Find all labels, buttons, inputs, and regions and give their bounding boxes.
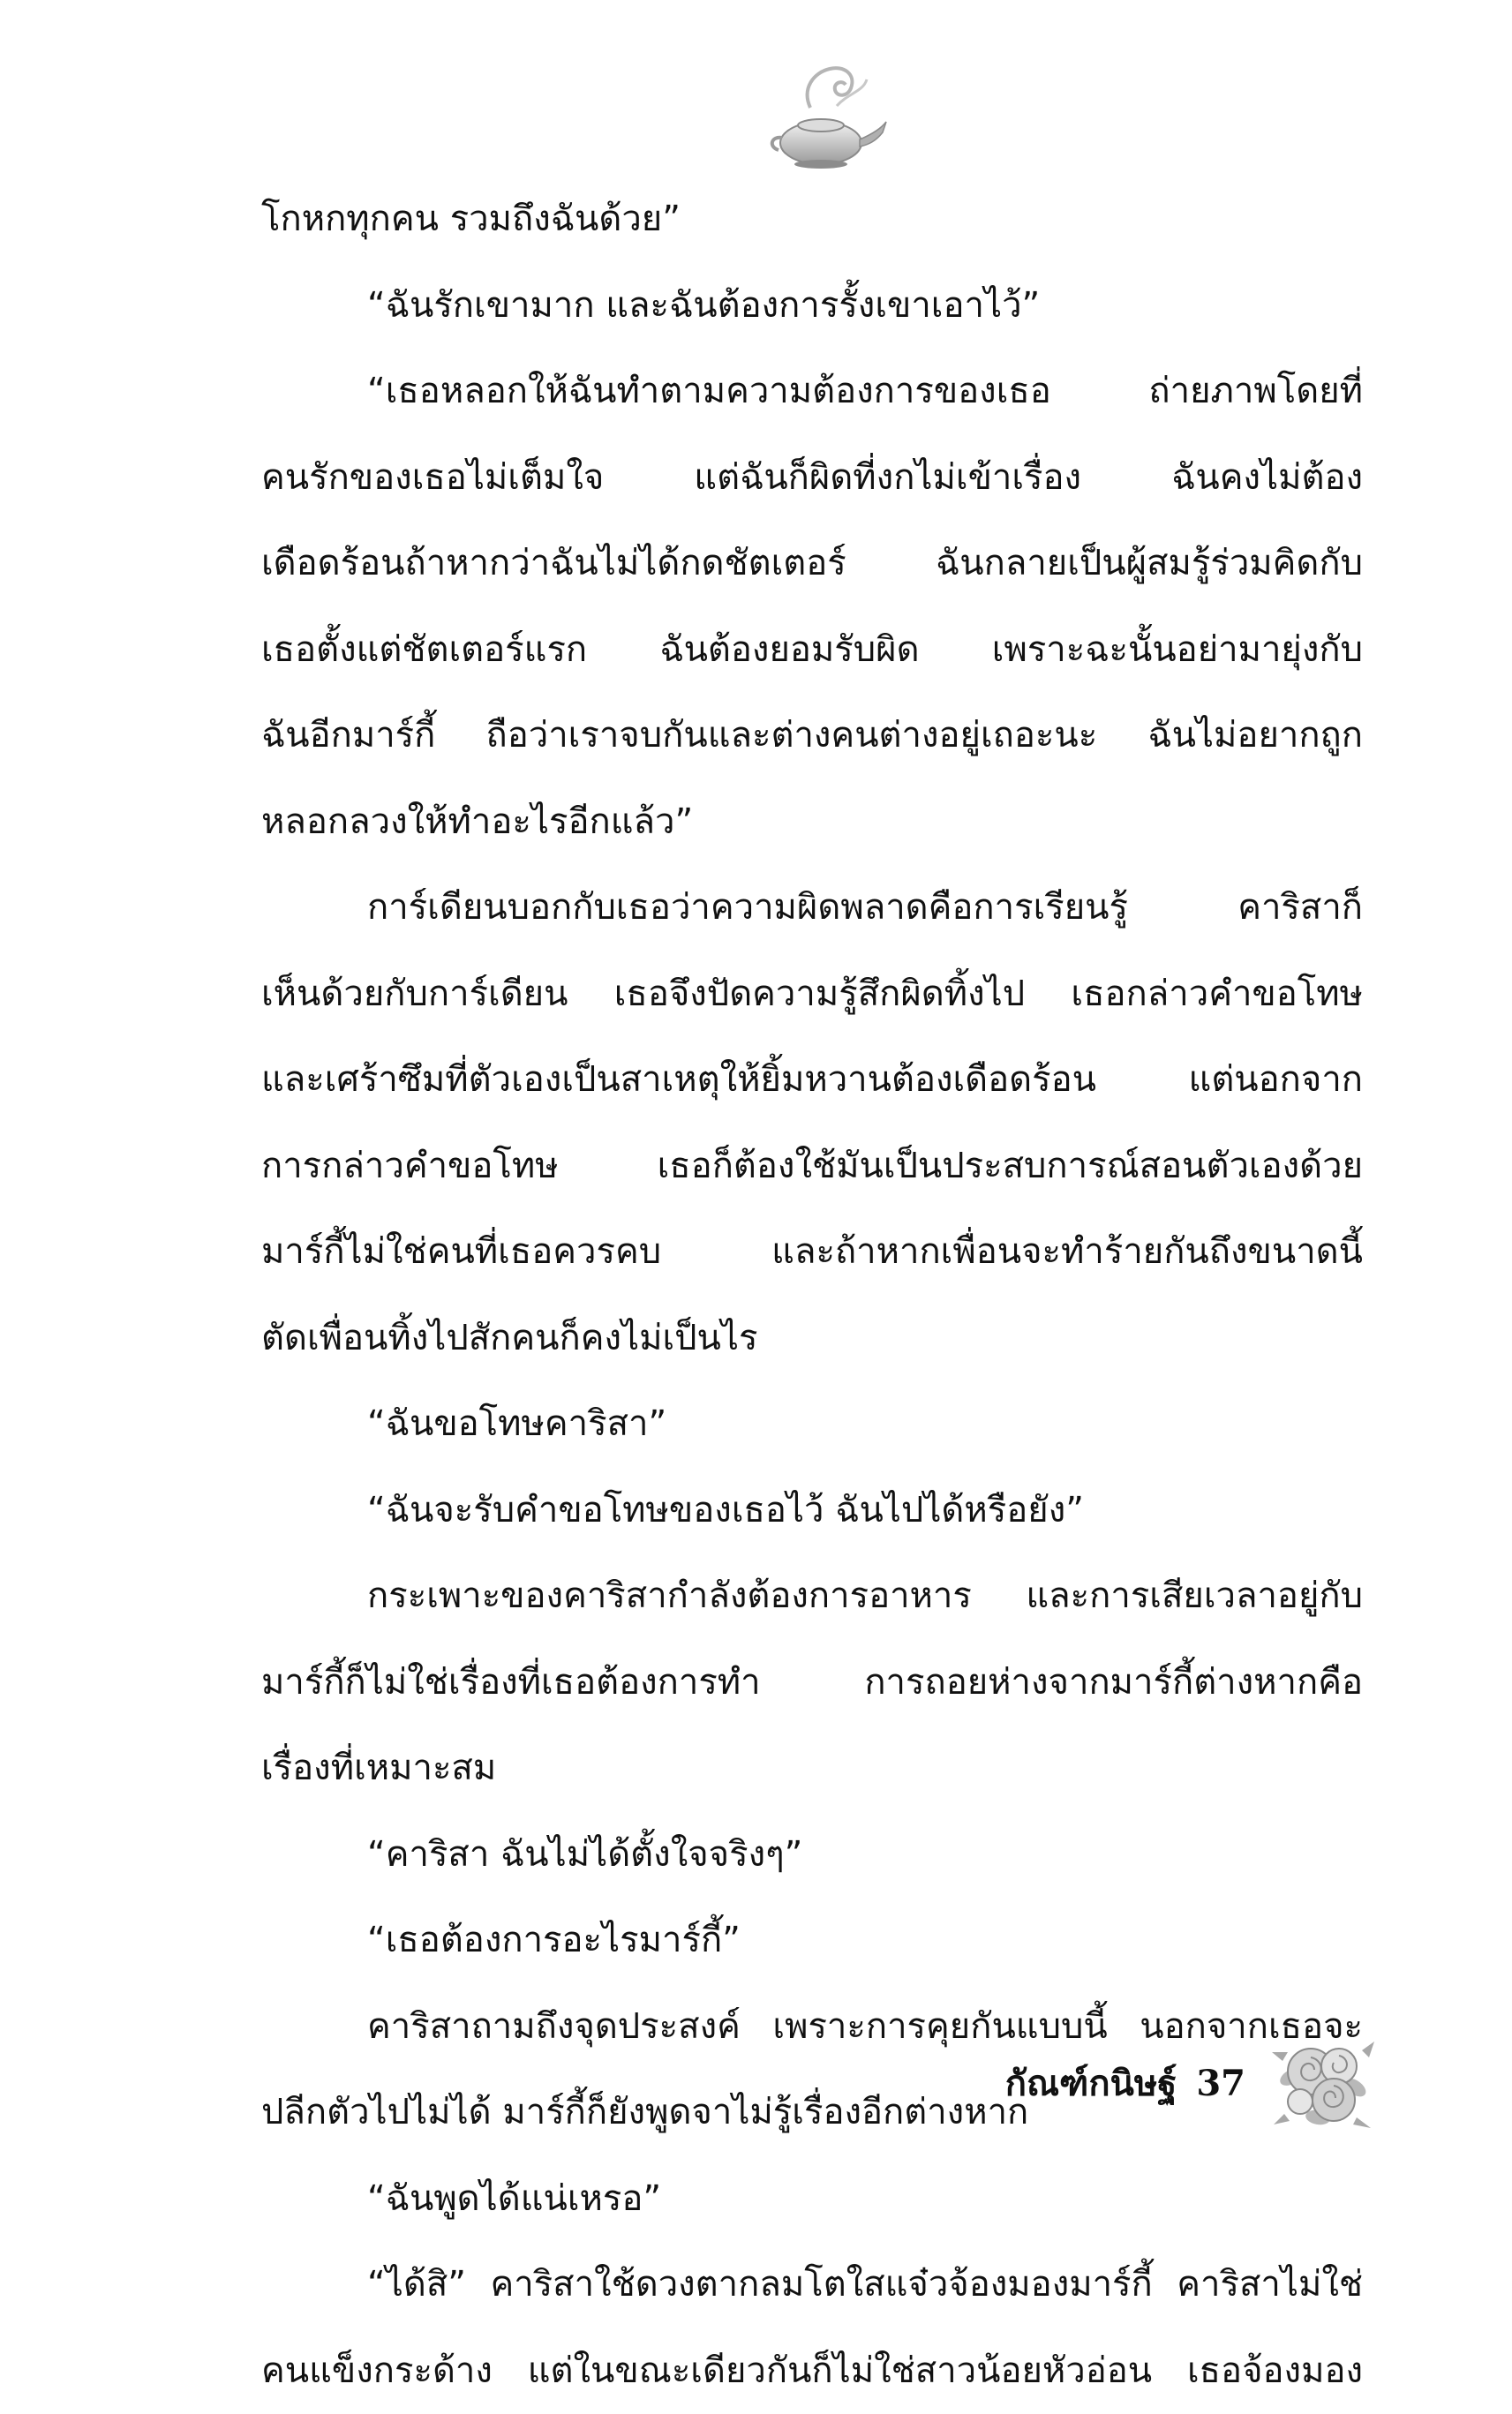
text-line: โกหกทุกคน รวมถึงฉันด้วย” [261,177,1363,263]
text-line: “เธอหลอกให้ฉันทำตามความต้องการของเธอ ถ่ายภาพโดยที่ [261,349,1363,435]
text-line: ปลีกตัวไปไม่ได้ มาร์กี้ก็ยังพูดจาไม่รู้เรื่องอีกต่างหาก [261,2070,1363,2156]
text-line: การกล่าวคำขอโทษ เธอก็ต้องใช้มันเป็นประสบการณ์สอนตัวเองด้วย [261,1124,1363,1210]
page-footer [1005,2012,1380,2154]
text-line: “ฉันจะรับคำขอโทษของเธอไว้ ฉันไปได้หรือยัง” [261,1468,1363,1554]
text-line: “ฉันขอโทษคาริสา” [261,1381,1363,1468]
text-line: “ได้สิ” คาริสาใช้ดวงตากลมโตใสแจ๋วจ้องมองมาร์กี้ คาริสาไม่ใช่ [261,2242,1363,2328]
rose-bouquet-icon [1265,2026,1380,2140]
text-line: คนแข็งกระด้าง แต่ในขณะเดียวกันก็ไม่ใช่สาวน้อยหัวอ่อน เธอจ้องมอง [261,2328,1363,2414]
text-line: เห็นด้วยกับการ์เดียน เธอจึงปัดความรู้สึกผิดทิ้งไป เธอกล่าวคำขอโทษ [261,951,1363,1038]
text-line: กระเพาะของคาริสากำลังต้องการอาหาร และการเสียเวลาอยู่กับ [261,1553,1363,1640]
book-title: กัณฑ์กนิษฐ์ [1005,2055,1177,2111]
text-line: การ์เดียนบอกกับเธอว่าความผิดพลาดคือการเรียนรู้ คาริสาก็ [261,865,1363,951]
text-line: เธอตั้งแต่ชัตเตอร์แรก ฉันต้องยอมรับผิด เพราะฉะนั้นอย่ามายุ่งกับ [261,607,1363,694]
page-number: 37 [1196,2063,1245,2104]
text-line: “เธอต้องการอะไรมาร์กี้” [261,1898,1363,1984]
teapot-ornament-icon [759,53,891,177]
text-line: “คาริสา ฉันไม่ได้ตั้งใจจริงๆ” [261,1812,1363,1899]
text-line: “ฉันพูดได้แน่เหรอ” [261,2156,1363,2243]
text-line: คนรักของเธอไม่เต็มใจ แต่ฉันก็ผิดที่งกไม่เข้าเรื่อง ฉันคงไม่ต้อง [261,435,1363,522]
text-line: ตัดเพื่อนทิ้งไปสักคนก็คงไม่เป็นไร [261,1296,1363,1382]
text-line: เดือดร้อนถ้าหากว่าฉันไม่ได้กดชัตเตอร์ ฉันกลายเป็นผู้สมรู้ร่วมคิดกับ [261,521,1363,607]
text-line: “ฉันรักเขามาก และฉันต้องการรั้งเขาเอาไว้” [261,263,1363,350]
text-line: เรื่องที่เหมาะสม [261,1726,1363,1812]
text-line: มาร์กี้ก็ไม่ใช่เรื่องที่เธอต้องการทำ การถอยห่างจากมาร์กี้ต่างหากคือ [261,1640,1363,1726]
text-line: ฉันอีกมาร์กี้ ถือว่าเราจบกันและต่างคนต่างอยู่เถอะนะ ฉันไม่อยากถูก [261,693,1363,779]
text-line: มาร์กี้ไม่ใช่คนที่เธอควรคบ และถ้าหากเพื่อนจะทำร้ายกันถึงขนาดนี้ [261,1209,1363,1296]
text-line: และเศร้าซึมที่ตัวเองเป็นสาเหตุให้ยิ้มหวานต้องเดือดร้อน แต่นอกจาก [261,1037,1363,1124]
text-line: คาริสาถามถึงจุดประสงค์ เพราะการคุยกันแบบนี้ นอกจากเธอจะ [261,1984,1363,2071]
text-line: หลอกลวงให้ทำอะไรอีกแล้ว” [261,779,1363,866]
